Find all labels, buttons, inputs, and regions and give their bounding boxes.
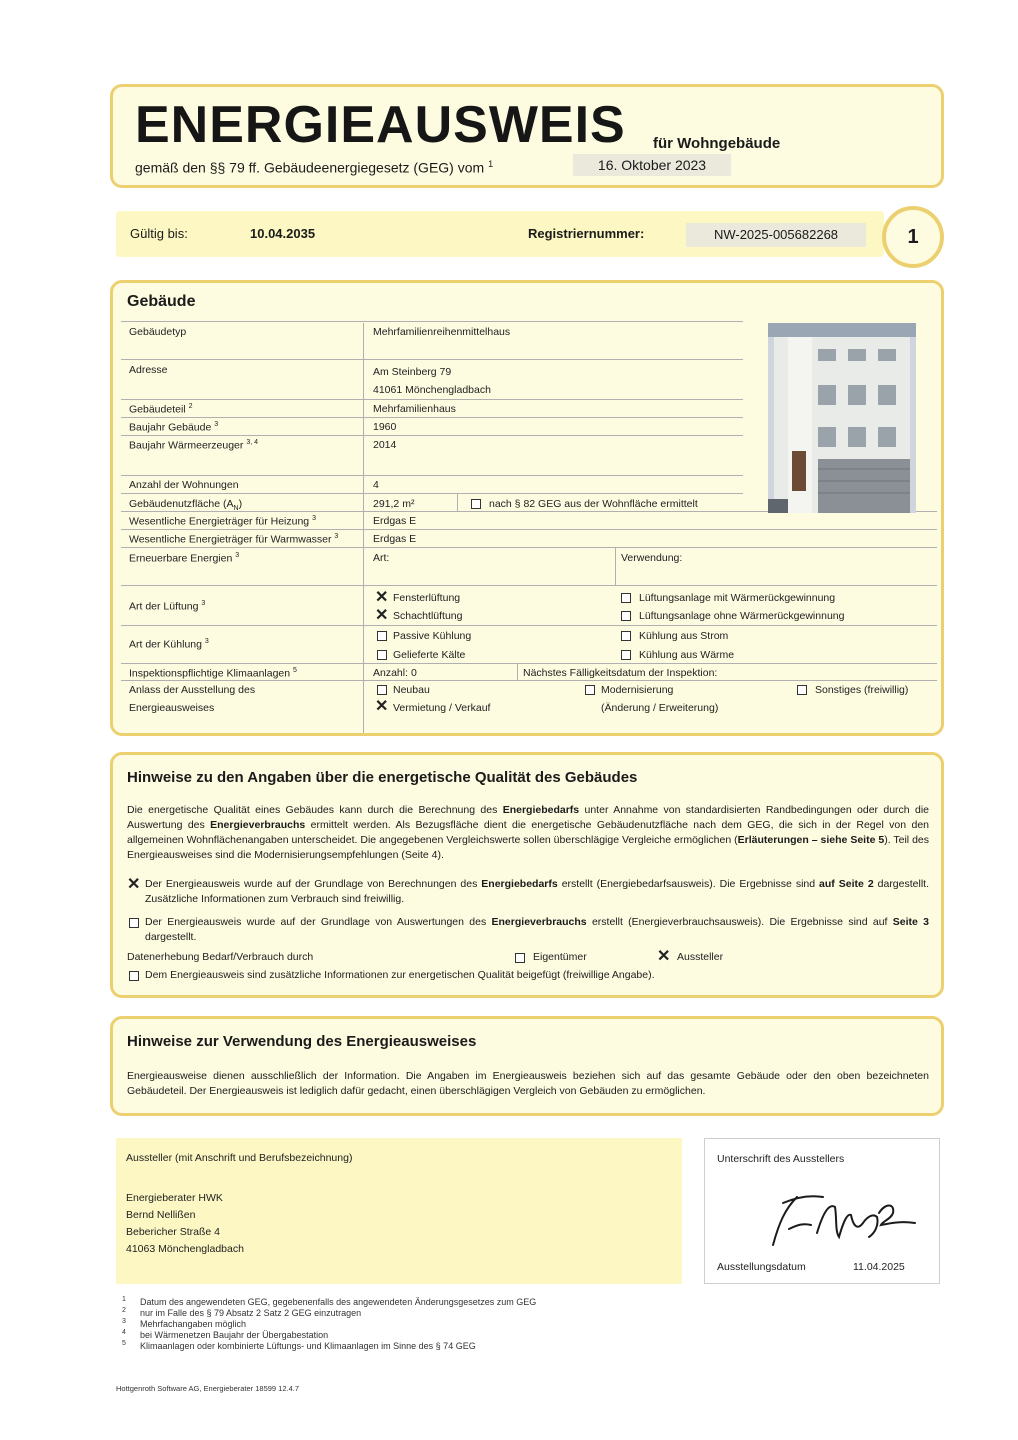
- building-part-label: [129, 403, 192, 416]
- reason-rent-sale-label: Vermietung / Verkauf: [393, 702, 491, 714]
- building-photo-drawing: [768, 323, 916, 513]
- hints-text-part: ). Teil des Energieausweises sind die Modernisierungsempfehlungen (Seite 4).: [127, 834, 929, 861]
- cooling-heat-label: Kühlung aus Wärme: [639, 649, 735, 661]
- document-title: ENERGIEAUSWEIS: [135, 96, 626, 154]
- building-part-sup: 2: [188, 403, 193, 410]
- quality-hints-paragraph: [127, 803, 929, 863]
- column-divider: [457, 494, 458, 512]
- row-inspection: [121, 663, 937, 680]
- hints-text-part: dargestellt.: [145, 931, 197, 943]
- cooling-heat-checkbox[interactable]: [621, 650, 631, 660]
- footnote-number: 5: [122, 1340, 126, 1347]
- heating-carrier-label-text: Wesentliche Energieträger für Heizung: [129, 515, 310, 528]
- ventilation-window-label: Fensterlüftung: [393, 592, 461, 604]
- ventilation-label-text: Art der Lüftung: [129, 600, 199, 613]
- signature-drawing: [745, 1173, 935, 1263]
- usage-hints-title: Hinweise zur Verwendung des Energieausweises: [127, 1033, 477, 1050]
- heater-year-label-text: Baujahr Wärmeerzeuger: [129, 439, 244, 452]
- cooling-sup: 3: [204, 638, 209, 645]
- law-footnote: 1: [488, 159, 494, 169]
- row-building-part: [121, 399, 743, 416]
- hints-text-part: erstellt (Energiebedarfsausweis). Die Ergebnisse sind: [557, 878, 820, 890]
- hints-bold-part: Energiebedarfs: [481, 878, 558, 890]
- hints-bold-part: Energieverbrauchs: [210, 819, 306, 831]
- reason-other-label: Sonstiges (freiwillig): [815, 684, 909, 696]
- footnote-number: 3: [122, 1318, 126, 1325]
- renewables-use: Verwendung:: [621, 552, 683, 564]
- heating-carrier-value: Erdgas E: [373, 515, 417, 527]
- reason-modernisation-detail: (Änderung / Erweiterung): [601, 702, 719, 714]
- issuer-box: [116, 1138, 682, 1284]
- reason-new-building-checkbox[interactable]: [377, 685, 387, 695]
- valid-until-label: Gültig bis:: [130, 226, 188, 241]
- renewables-label-text: Erneuerbare Energien: [129, 552, 233, 565]
- title-box: [110, 84, 944, 188]
- footnote-text: Klimaanlagen oder kombinierte Lüftungs- und Klimaanlagen im Sinne des § 74 GEG: [140, 1341, 476, 1351]
- cooling-electric-checkbox[interactable]: [621, 631, 631, 641]
- hints-text-part: Die energetische Qualität eines Gebäudes kann durch die Berechnung des: [127, 804, 503, 816]
- units-value: 4: [373, 479, 379, 491]
- cooling-label-text: Art der Kühlung: [129, 638, 202, 651]
- heating-carrier-sup: 3: [312, 515, 316, 522]
- data-owner-checkbox[interactable]: [515, 953, 525, 963]
- ventilation-sup: 3: [201, 600, 206, 607]
- page-number-badge: 1: [882, 206, 944, 268]
- data-collection-label: Datenerhebung Bedarf/Verbrauch durch: [127, 951, 314, 963]
- hints-text-part: Der Energieausweis wurde auf der Grundlage von Berechnungen des: [145, 878, 482, 890]
- reason-rent-sale-checkbox[interactable]: ✕: [375, 698, 389, 715]
- cooling-label: [129, 638, 209, 651]
- column-divider: [363, 323, 364, 733]
- data-issuer-label: Aussteller: [677, 951, 724, 963]
- floor-area-sub: N: [233, 505, 239, 513]
- water-carrier-value: Erdgas E: [373, 533, 417, 545]
- building-section-title: Gebäude: [127, 293, 196, 310]
- validity-bar: [116, 211, 884, 257]
- row-renewables: [121, 547, 937, 565]
- ventilation-shaft-label: Schachtlüftung: [393, 610, 463, 622]
- usage-hints-text: Energieausweise dienen ausschließlich der Information. Die Angaben im Energieausweis beziehen sich auf das gesamte Gebäude oder den oben bezeichneten Gebäudeteil. Der Energieausweis ist lediglich dafür gedacht, einen überschlägigen Vergleich von Gebäuden zu ermöglichen.: [127, 1070, 929, 1097]
- hints-bold-part: Seite 3: [892, 916, 929, 928]
- units-label: Anzahl der Wohnungen: [129, 479, 239, 491]
- build-year-label-text: Baujahr Gebäude: [129, 421, 212, 434]
- inspection-label-text: Inspektionspflichtige Klimaanlagen: [129, 667, 291, 680]
- floor-area-value: 291,2 m²: [373, 498, 415, 510]
- inspection-count: Anzahl: 0: [373, 667, 417, 679]
- footnote-text: Mehrfachangaben möglich: [140, 1319, 247, 1329]
- hints-text-part: dargestellt. Zusätzliche Informationen zum Verbrauch sind freiwillig.: [145, 878, 929, 905]
- issuer-line1: Energieberater HWK: [126, 1192, 223, 1204]
- water-carrier-label-text: Wesentliche Energieträger für Warmwasser: [129, 533, 332, 546]
- valid-until-value: 10.04.2035: [250, 226, 316, 241]
- build-year-value: 1960: [373, 421, 397, 433]
- consumption-certificate-checkbox[interactable]: [129, 918, 139, 928]
- area-from-living-label: nach § 82 GEG aus der Wohnfläche ermittelt: [489, 498, 698, 510]
- hints-text-part: Der Energieausweis wurde auf der Grundlage von Auswertungen des: [145, 916, 492, 928]
- heater-year-sup: 3, 4: [246, 439, 258, 446]
- additional-info-label: Dem Energieausweis sind zusätzliche Informationen zur energetischen Qualität beigefügt (freiwillige Angabe).: [145, 969, 655, 981]
- law-date: 16. Oktober 2023: [573, 154, 731, 176]
- ventilation-recovery-checkbox[interactable]: [621, 593, 631, 603]
- demand-certificate-text: [145, 877, 929, 907]
- hints-text-part: unter Annahme von standardisierten Randbedingungen oder durch die Auswertung des: [127, 804, 929, 831]
- law-reference: [135, 159, 493, 176]
- floor-area-label-text: Gebäudenutzfläche (A: [129, 498, 234, 510]
- issuer-label: Aussteller (mit Anschrift und Berufsbezeichnung): [126, 1152, 353, 1164]
- ventilation-window-checkbox[interactable]: ✕: [375, 589, 389, 606]
- renewables-label: [129, 552, 239, 565]
- row-floor-area: [121, 493, 743, 513]
- address-line2: 41061 Mönchengladbach: [373, 384, 491, 396]
- building-section: [110, 280, 944, 736]
- footnote-number: 2: [122, 1307, 126, 1314]
- cooling-delivered-checkbox[interactable]: [377, 650, 387, 660]
- issuer-line3: Bebericher Straße 4: [126, 1226, 220, 1238]
- law-text: gemäß den §§ 79 ff. Gebäudeenergiegesetz (GEG) vom: [135, 159, 485, 176]
- cooling-delivered-label: Gelieferte Kälte: [393, 649, 466, 661]
- hints-bold-part: Erläuterungen – siehe Seite 5: [737, 834, 885, 846]
- hints-bold-part: Energieverbrauchs: [491, 916, 587, 928]
- building-photo: [768, 323, 916, 513]
- heater-year-label: [129, 439, 258, 452]
- address-label: Adresse: [129, 364, 168, 376]
- water-carrier-sup: 3: [334, 533, 339, 540]
- column-divider: [615, 548, 616, 586]
- row-ventilation: [121, 585, 937, 624]
- quality-hints-title: Hinweise zu den Angaben über die energetische Qualität des Gebäudes: [127, 769, 638, 786]
- hints-text-part: erstellt (Energieverbrauchsausweis). Die Ergebnisse sind auf: [586, 916, 893, 928]
- ventilation-norecovery-label: Lüftungsanlage ohne Wärmerückgewinnung: [639, 610, 845, 622]
- renewables-art: Art:: [373, 552, 390, 564]
- reason-modernisation-label: Modernisierung: [601, 684, 674, 696]
- ventilation-shaft-checkbox[interactable]: ✕: [375, 607, 389, 624]
- issuer-line4: 41063 Mönchengladbach: [126, 1243, 244, 1255]
- row-building-type: [121, 321, 743, 338]
- inspection-label: [129, 667, 297, 680]
- inspection-next-label: Nächstes Fälligkeitsdatum der Inspektion:: [523, 667, 718, 679]
- registration-label: Registriernummer:: [528, 226, 645, 241]
- cooling-passive-label: Passive Kühlung: [393, 630, 472, 642]
- address-line1: Am Steinberg 79: [373, 366, 452, 378]
- hints-bold-part: auf Seite 2: [819, 878, 874, 890]
- hints-text-part: ermittelt werden. Als Bezugsfläche dient die energetische Gebäudenutzfläche nach dem GEG, die sich in der Regel von den allgemeinen Wohnflächenangaben unterscheidet. Die angegebenen Vergleichswerte sollen überschlägige Vergleiche ermöglichen (: [127, 819, 929, 846]
- registration-number: NW-2025-005682268: [686, 223, 866, 247]
- row-cooling: [121, 625, 937, 661]
- footnote-text: Datum des angewendeten GEG, gegebenenfalls des angewendeten Änderungsgesetzes zum GEG: [140, 1297, 537, 1307]
- row-build-year: [121, 417, 743, 434]
- cooling-passive-checkbox[interactable]: [377, 631, 387, 641]
- row-reason: [121, 680, 937, 715]
- signature-stroke: [773, 1196, 915, 1245]
- area-from-living-checkbox[interactable]: [471, 499, 481, 509]
- quality-hints-section: [110, 752, 944, 998]
- signature-box: [704, 1138, 940, 1284]
- ventilation-recovery-label: Lüftungsanlage mit Wärmerückgewinnung: [639, 592, 836, 604]
- heating-carrier-label: [129, 515, 316, 528]
- footnote-text: nur im Falle des § 79 Absatz 2 Satz 2 GEG einzutragen: [140, 1308, 362, 1318]
- row-address: [121, 359, 743, 396]
- inspection-sup: 5: [293, 667, 297, 674]
- reason-new-building-label: Neubau: [393, 684, 430, 696]
- reason-modernisation-checkbox[interactable]: [585, 685, 595, 695]
- hints-bold-part: Energiebedarfs: [502, 804, 580, 816]
- footnote-number: 4: [122, 1329, 126, 1336]
- building-type-label: Gebäudetyp: [129, 326, 187, 338]
- reason-other-checkbox[interactable]: [797, 685, 807, 695]
- reason-label-2: Energieausweises: [129, 702, 215, 714]
- footnote-number: 1: [122, 1296, 126, 1303]
- data-issuer-checkbox[interactable]: ✕: [657, 948, 671, 965]
- row-heater-year: [121, 435, 743, 452]
- row-water-carrier: [121, 529, 937, 546]
- build-year-label: [129, 421, 218, 434]
- renewables-sup: 3: [235, 552, 240, 559]
- issue-date-label: Ausstellungsdatum: [717, 1261, 806, 1273]
- ventilation-label: [129, 600, 205, 613]
- floor-area-label: [129, 498, 242, 512]
- building-type-value: Mehrfamilienreihenmittelhaus: [373, 326, 511, 338]
- build-year-sup: 3: [214, 421, 219, 428]
- usage-hints-section: [110, 1016, 944, 1116]
- building-part-label-text: Gebäudeteil: [129, 403, 186, 416]
- consumption-certificate-text: [145, 915, 929, 945]
- row-units: [121, 475, 743, 491]
- floor-area-label-end: ): [238, 498, 243, 510]
- ventilation-norecovery-checkbox[interactable]: [621, 611, 631, 621]
- additional-info-checkbox[interactable]: [129, 971, 139, 981]
- water-carrier-label: [129, 533, 338, 546]
- reason-label-1: Anlass der Ausstellung des: [129, 684, 256, 696]
- data-owner-label: Eigentümer: [533, 951, 587, 963]
- signature-label: Unterschrift des Ausstellers: [717, 1153, 845, 1165]
- building-part-value: Mehrfamilienhaus: [373, 403, 456, 415]
- heater-year-value: 2014: [373, 439, 397, 451]
- footnote-text: bei Wärmenetzen Baujahr der Übergabestation: [140, 1330, 329, 1340]
- issuer-line2: Bernd Nellißen: [126, 1209, 196, 1221]
- column-divider: [517, 664, 518, 680]
- demand-certificate-checkbox[interactable]: ✕: [127, 876, 141, 893]
- cooling-electric-label: Kühlung aus Strom: [639, 630, 729, 642]
- document-subtitle: für Wohngebäude: [653, 135, 781, 152]
- issue-date-value: 11.04.2025: [853, 1261, 905, 1273]
- software-credit: Hottgenroth Software AG, Energieberater 18599 12.4.7: [116, 1384, 300, 1393]
